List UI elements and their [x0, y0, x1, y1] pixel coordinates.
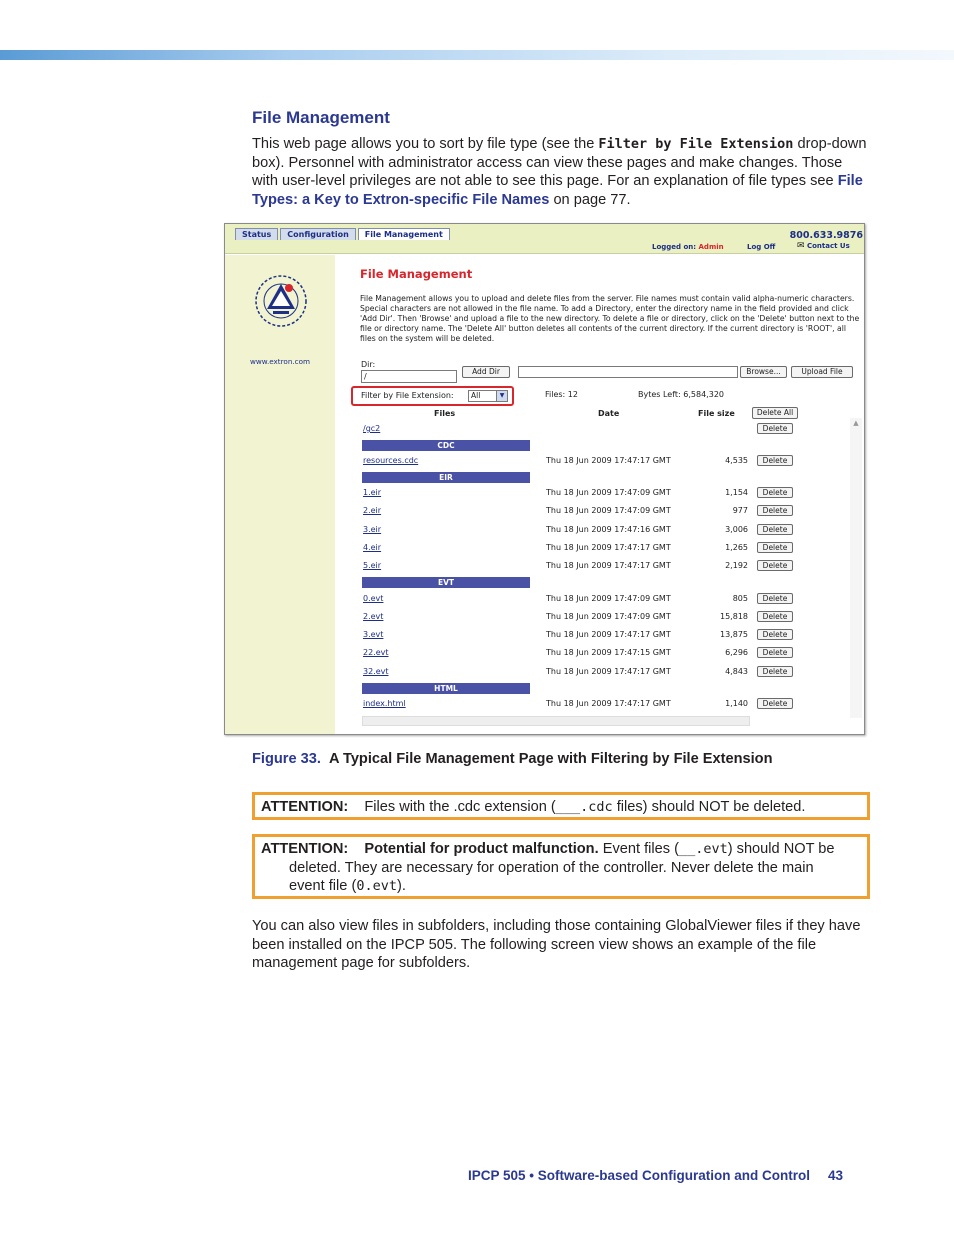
file-size: 4,535 [725, 456, 748, 465]
delete-button[interactable]: Delete [757, 647, 793, 658]
file-size: 977 [732, 506, 748, 515]
tab-file-management[interactable]: File Management [358, 228, 450, 240]
file-link[interactable]: 22.evt [363, 648, 389, 657]
screenshot-page-title: File Management [360, 267, 473, 281]
phone-number: 800.633.9876 [789, 230, 863, 241]
filter-label: Filter by File Extension: [361, 391, 454, 400]
tab-status[interactable]: Status [235, 228, 278, 240]
delete-button[interactable]: Delete [757, 423, 793, 434]
page-number: 43 [828, 1168, 844, 1183]
attention-label: ATTENTION: [261, 799, 349, 815]
files-count: Files: 12 [545, 390, 578, 399]
filter-extension-select[interactable] [468, 390, 508, 402]
file-size: 6,296 [725, 648, 748, 657]
envelope-icon: ✉ [797, 241, 805, 251]
attention-text-2: ) should NOT be deleted. They are necessary for operation of the controller. Never delete the main event file ( [289, 841, 835, 894]
file-link[interactable]: 4.eir [363, 543, 382, 552]
delete-button[interactable]: Delete [757, 611, 793, 622]
column-file-size: File size [698, 409, 735, 418]
delete-button[interactable]: Delete [757, 487, 793, 498]
footer-title: IPCP 505 • Software-based Configuration and Control [468, 1168, 811, 1183]
delete-button[interactable]: Delete [757, 505, 793, 516]
file-link[interactable]: 0.evt [363, 594, 384, 603]
file-date: Thu 18 Jun 2009 17:47:17 GMT [546, 699, 671, 708]
attention-box-evt [252, 834, 870, 899]
delete-button[interactable]: Delete [757, 560, 793, 571]
file-link[interactable]: 5.eir [363, 561, 382, 570]
chevron-down-icon[interactable]: ▼ [496, 391, 507, 401]
delete-button[interactable]: Delete [757, 698, 793, 709]
file-link[interactable]: 2.eir [363, 506, 382, 515]
file-size: 1,265 [725, 543, 748, 552]
folder-link[interactable]: /gc2 [363, 424, 381, 433]
add-dir-button[interactable]: Add Dir [462, 366, 510, 378]
file-link[interactable]: 32.evt [363, 667, 389, 676]
figure-number: Figure 33. [252, 751, 321, 767]
attention-code-main-event: 0.evt [356, 878, 397, 894]
upload-file-button[interactable]: Upload File [791, 366, 853, 378]
logged-on-user: Admin [698, 243, 724, 251]
screenshot-sidebar [225, 255, 335, 735]
delete-button[interactable]: Delete [757, 629, 793, 640]
delete-all-button[interactable]: Delete All [752, 407, 798, 419]
section-heading: File Management [252, 108, 390, 127]
intro-text-1: This web page allows you to sort by file type (see the [252, 136, 599, 152]
log-off-link[interactable]: Log Off [747, 243, 776, 251]
figure-title: A Typical File Management Page with Filtering by File Extension [328, 751, 773, 767]
attention-text-2: files) should NOT be deleted. [612, 799, 806, 815]
contact-us-link[interactable] [797, 241, 850, 251]
category-bar-eir: EIR [362, 472, 530, 483]
filter-selected-value: All [471, 391, 481, 400]
scroll-up-icon[interactable]: ▲ [853, 419, 859, 427]
intro-cross-reference-link[interactable]: File Types: a Key to Extron-specific File Names [252, 173, 863, 208]
attention-code-evt: __.evt [678, 841, 728, 857]
contact-us-label: Contact Us [806, 242, 850, 250]
attention-text-3: ). [396, 878, 406, 894]
intro-code: Filter by File Extension [598, 136, 794, 152]
file-size: 4,843 [725, 667, 748, 676]
column-files: Files [434, 409, 456, 418]
attention-code: ___.cdc [555, 799, 613, 815]
extron-url[interactable]: www.extron.com [250, 357, 311, 366]
file-date: Thu 18 Jun 2009 17:47:09 GMT [546, 506, 671, 515]
screenshot-tabs [235, 228, 452, 240]
logged-on-status [652, 243, 724, 251]
file-date: Thu 18 Jun 2009 17:47:17 GMT [546, 667, 671, 676]
intro-text-3: on page 77. [549, 191, 631, 208]
bytes-left: Bytes Left: 6,584,320 [638, 390, 724, 399]
file-date: Thu 18 Jun 2009 17:47:16 GMT [546, 525, 671, 534]
category-bar-cdc: CDC [362, 440, 530, 451]
delete-button[interactable]: Delete [757, 666, 793, 677]
file-size: 1,154 [725, 488, 748, 497]
file-date: Thu 18 Jun 2009 17:47:17 GMT [546, 543, 671, 552]
file-date: Thu 18 Jun 2009 17:47:17 GMT [546, 630, 671, 639]
intro-paragraph [252, 135, 872, 209]
delete-button[interactable]: Delete [757, 455, 793, 466]
attention-text-1: Event files ( [598, 841, 679, 857]
figure-caption [252, 751, 773, 767]
attention-box-cdc [252, 792, 870, 820]
file-size: 805 [732, 594, 748, 603]
file-link[interactable]: resources.cdc [363, 456, 419, 465]
browse-button[interactable]: Browse... [740, 366, 787, 378]
file-link[interactable]: 2.evt [363, 612, 384, 621]
delete-button[interactable]: Delete [757, 542, 793, 553]
extron-logo-icon [253, 273, 309, 329]
file-size: 13,875 [720, 630, 748, 639]
attention-emphasis: Potential for product malfunction. [364, 841, 599, 857]
logged-on-label: Logged on: [652, 243, 697, 251]
page-footer [468, 1168, 843, 1183]
tab-configuration[interactable]: Configuration [280, 228, 356, 240]
file-date: Thu 18 Jun 2009 17:47:09 GMT [546, 594, 671, 603]
outro-paragraph: You can also view files in subfolders, including those containing GlobalViewer files if they have been installed on the IPCP 505. The following screen view shows an example of the file management page for subfolders. [252, 918, 861, 971]
file-size: 3,006 [725, 525, 748, 534]
dir-label: Dir: [361, 360, 376, 369]
delete-button[interactable]: Delete [757, 524, 793, 535]
horizontal-scrollbar[interactable] [362, 716, 750, 726]
file-link[interactable]: 3.eir [363, 525, 382, 534]
file-date: Thu 18 Jun 2009 17:47:17 GMT [546, 561, 671, 570]
file-size: 15,818 [720, 612, 748, 621]
intro-text-2: drop-down box). Personnel with administrator access can view these pages and make changes. Those with user-level privileges are not able to see this page. For an explanation of file types see [252, 136, 867, 189]
file-management-screenshot [224, 223, 865, 735]
file-size: 2,192 [725, 561, 748, 570]
file-date: Thu 18 Jun 2009 17:47:17 GMT [546, 456, 671, 465]
file-date: Thu 18 Jun 2009 17:47:15 GMT [546, 648, 671, 657]
file-link[interactable]: 3.evt [363, 630, 384, 639]
header-gradient-bar [0, 50, 954, 60]
category-bar-evt: EVT [362, 577, 530, 588]
file-date: Thu 18 Jun 2009 17:47:09 GMT [546, 488, 671, 497]
vertical-scrollbar[interactable] [850, 418, 862, 718]
file-date: Thu 18 Jun 2009 17:47:09 GMT [546, 612, 671, 621]
category-bar-html: HTML [362, 683, 530, 694]
column-date: Date [598, 409, 620, 418]
screenshot-description: File Management allows you to upload and delete files from the server. File names must contain valid alpha-numeric characters. Special characters are not allowed in the file name. To add a Directory, enter the directory name in the field provided and click 'Add Dir'. Then 'Browse' and upload a file to the new directory. To delete a file or directory, click on the 'Delete' button next to the file or directory name. The 'Delete All' button deletes all contents of the current directory. If the current directory is 'ROOT', all files on the system will be deleted. [360, 294, 860, 343]
delete-button[interactable]: Delete [757, 593, 793, 604]
attention-label: ATTENTION: [261, 841, 349, 857]
upload-file-input[interactable] [518, 366, 738, 378]
dir-input[interactable]: / [361, 370, 457, 383]
screenshot-header [225, 224, 865, 254]
file-size: 1,140 [725, 699, 748, 708]
file-link[interactable]: 1.eir [363, 488, 382, 497]
file-link[interactable]: index.html [363, 699, 406, 708]
attention-text-1: Files with the .cdc extension ( [364, 799, 556, 815]
